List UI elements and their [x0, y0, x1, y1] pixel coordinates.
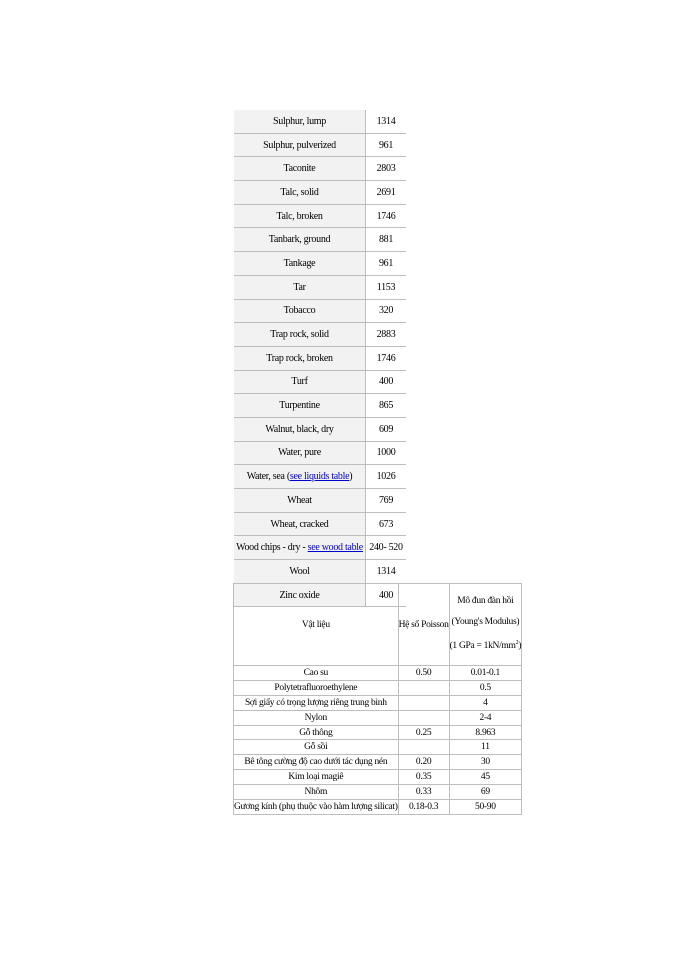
modulus-row: [234, 770, 522, 785]
modulus-value: 0.5: [449, 680, 522, 695]
modulus-material: Gỗ thông: [234, 725, 399, 740]
density-material: Tanbark, ground: [234, 228, 366, 252]
modulus-poisson: 0.25: [398, 725, 449, 740]
density-row: [234, 299, 406, 323]
modulus-row: [234, 800, 522, 815]
density-value: 961: [366, 133, 407, 157]
density-material: Talc, broken: [234, 204, 366, 228]
modulus-poisson: [398, 710, 449, 725]
modulus-poisson: 0.20: [398, 755, 449, 770]
density-table: [234, 110, 406, 607]
header-modulus-line3: [450, 633, 522, 657]
density-row: [234, 275, 406, 299]
water-sea-prefix: Water, sea (: [246, 471, 290, 483]
density-material: Turf: [234, 370, 366, 394]
density-row: [234, 157, 406, 181]
density-material: Tar: [234, 275, 366, 299]
density-value: 1000: [366, 441, 407, 465]
density-material: Taconite: [234, 157, 366, 181]
modulus-value: 11: [449, 740, 522, 755]
modulus-value: 2-4: [449, 710, 522, 725]
modulus-row: [234, 785, 522, 800]
header-poisson: Hệ số Poisson: [398, 584, 449, 666]
density-value: 1026: [366, 465, 407, 489]
modulus-header-row: [234, 584, 522, 666]
density-table-body: [234, 110, 406, 607]
modulus-row: [234, 740, 522, 755]
density-value: 769: [366, 489, 407, 513]
density-row: [234, 181, 406, 205]
modulus-poisson: 0.35: [398, 770, 449, 785]
density-row: [234, 536, 406, 560]
density-row: [234, 346, 406, 370]
modulus-material: Kim loại magiê: [234, 770, 399, 785]
density-value: 320: [366, 299, 407, 323]
modulus-material: Bê tông cường độ cao dưới tác dụng nén: [234, 755, 399, 770]
density-row: [234, 394, 406, 418]
wood-chips-prefix: Wood chips - dry -: [236, 542, 308, 554]
density-value: 881: [366, 228, 407, 252]
modulus-poisson: [398, 680, 449, 695]
modulus-poisson: [398, 695, 449, 710]
density-material: Turpentine: [234, 394, 366, 418]
density-row: [234, 560, 406, 584]
density-value: 1314: [366, 110, 407, 133]
density-value: 400: [366, 583, 407, 607]
header-material: Vật liệu: [234, 584, 399, 666]
modulus-material: Nylon: [234, 710, 399, 725]
density-row: [234, 110, 406, 133]
modulus-table: [233, 583, 522, 815]
header-modulus-sup: 2: [515, 640, 519, 647]
density-material: Zinc oxide: [234, 583, 366, 607]
density-material: [234, 465, 366, 489]
density-value: 2883: [366, 323, 407, 347]
modulus-material: Gỗ sồi: [234, 740, 399, 755]
density-row: [234, 323, 406, 347]
density-material: Sulphur, pulverized: [234, 133, 366, 157]
modulus-row: [234, 710, 522, 725]
density-row: [234, 228, 406, 252]
density-material: Tobacco: [234, 299, 366, 323]
density-material: [234, 536, 366, 560]
header-modulus-line3-end: ): [518, 641, 522, 652]
modulus-value: 30: [449, 755, 522, 770]
density-row: [234, 465, 406, 489]
modulus-value: 8.963: [449, 725, 522, 740]
density-material: Walnut, black, dry: [234, 417, 366, 441]
density-value: 2691: [366, 181, 407, 205]
density-value: 400: [366, 370, 407, 394]
modulus-table-body: [234, 584, 522, 815]
modulus-material: Cao su: [234, 666, 399, 681]
density-row: [234, 370, 406, 394]
modulus-value: 0.01-0.1: [449, 666, 522, 681]
density-material: Wool: [234, 560, 366, 584]
modulus-value: 45: [449, 770, 522, 785]
density-value: 1314: [366, 560, 407, 584]
density-value: 240- 520: [366, 536, 407, 560]
modulus-row: [234, 725, 522, 740]
density-row: [234, 204, 406, 228]
density-material: Wheat, cracked: [234, 512, 366, 536]
density-value: 673: [366, 512, 407, 536]
density-row: [234, 133, 406, 157]
water-sea-suffix: ): [349, 471, 353, 483]
modulus-material: Gương kính (phụ thuộc vào hàm lượng silicat): [234, 800, 399, 815]
density-row: [234, 441, 406, 465]
modulus-poisson: 0.33: [398, 785, 449, 800]
header-modulus-line2: (Young's Modulus): [451, 617, 520, 628]
density-material: Talc, solid: [234, 181, 366, 205]
modulus-value: 50-90: [449, 800, 522, 815]
modulus-value: 4: [449, 695, 522, 710]
modulus-row: [234, 666, 522, 681]
density-value: 1746: [366, 204, 407, 228]
wood-table-link[interactable]: see wood table: [307, 542, 363, 554]
density-value: 1153: [366, 275, 407, 299]
modulus-material: Sợi giấy có trọng lượng riêng trung bình: [234, 695, 399, 710]
density-value: 2803: [366, 157, 407, 181]
density-value: 865: [366, 394, 407, 418]
modulus-poisson: 0.50: [398, 666, 449, 681]
modulus-material: Polytetrafluoroethylene: [234, 680, 399, 695]
modulus-value: 69: [449, 785, 522, 800]
modulus-row: [234, 755, 522, 770]
density-value: 1746: [366, 346, 407, 370]
header-modulus-line1: Mô đun đàn hồi: [457, 596, 514, 607]
density-material: Trap rock, solid: [234, 323, 366, 347]
modulus-row: [234, 680, 522, 695]
modulus-poisson: 0.18-0.3: [398, 800, 449, 815]
density-row: [234, 489, 406, 513]
density-row: [234, 512, 406, 536]
modulus-material: Nhôm: [234, 785, 399, 800]
density-material: Trap rock, broken: [234, 346, 366, 370]
density-material: Tankage: [234, 252, 366, 276]
density-value: 961: [366, 252, 407, 276]
density-material: Wheat: [234, 489, 366, 513]
liquids-table-link[interactable]: see liquids table: [289, 471, 350, 483]
density-value: 609: [366, 417, 407, 441]
modulus-poisson: [398, 740, 449, 755]
density-material: Sulphur, lump: [234, 110, 366, 133]
modulus-row: [234, 695, 522, 710]
header-modulus: [449, 584, 522, 666]
density-material: Water, pure: [234, 441, 366, 465]
density-row: [234, 417, 406, 441]
density-row: [234, 252, 406, 276]
header-modulus-line3-text: (1 GPa = 1kN/mm: [449, 641, 516, 652]
